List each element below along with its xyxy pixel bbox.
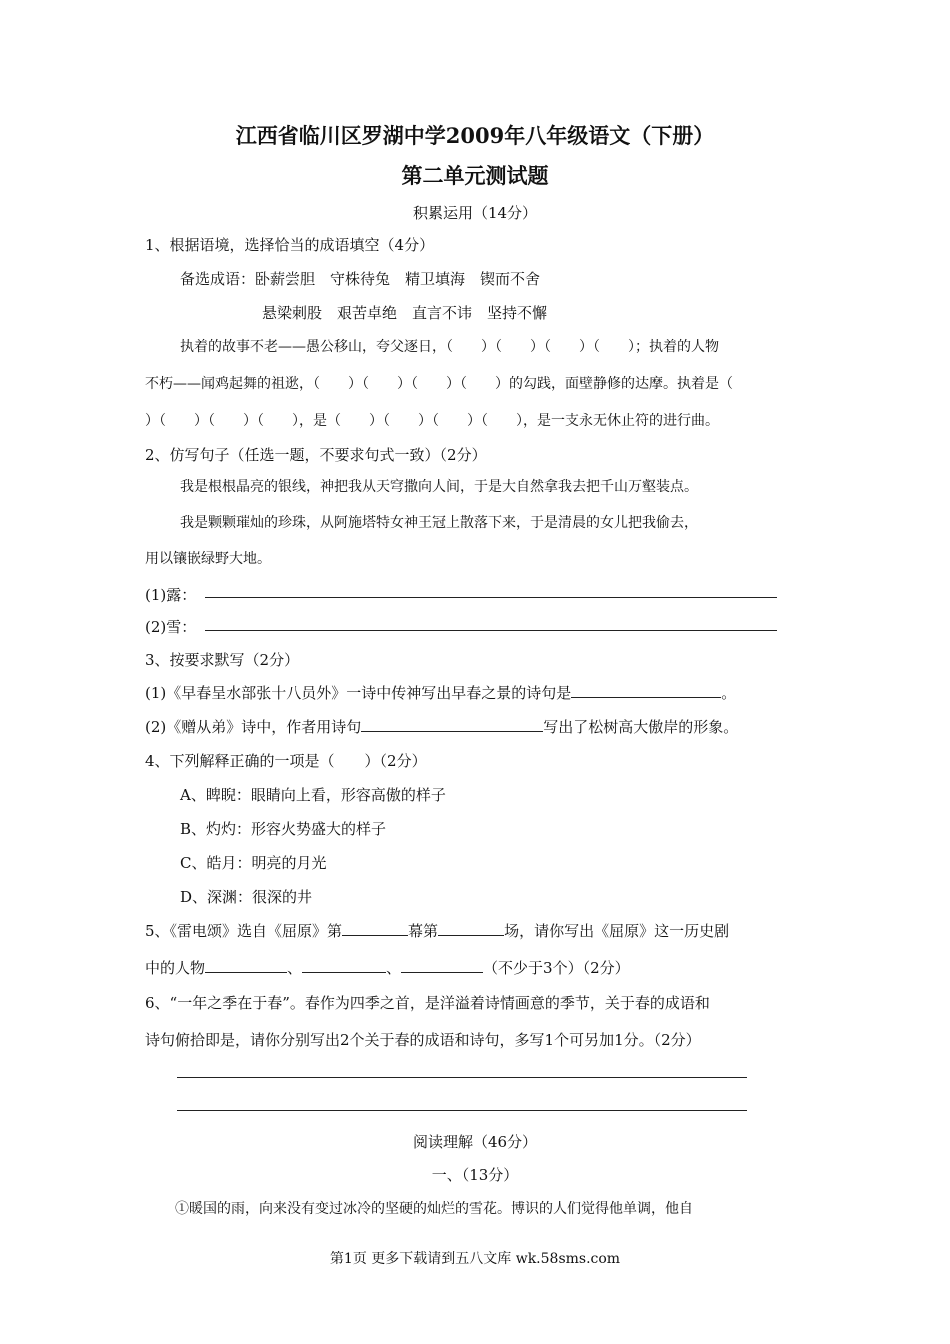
document-title: 江西省临川区罗湖中学2009年八年级语文（下册） — [235, 123, 715, 148]
question-5-separator-1: 、 — [287, 959, 303, 977]
question-5-text-e: （不少于3个）（2分） — [483, 959, 630, 977]
question-1-options-row2: 悬梁刺股 艰苦卓绝 直言不讳 坚持不懈 — [262, 304, 548, 322]
question-1-passage-line3: ）（ ）（ ）（ ），是（ ）（ ）（ ）（ ），是一支永无休止符的进行曲。 — [145, 413, 719, 429]
question-1-options-row1: 备选成语：卧薪尝胆 守株待兔 精卫填海 锲而不舍 — [180, 270, 541, 288]
document-subtitle: 第二单元测试题 — [401, 163, 549, 188]
question-2-prompt: 2、仿写句子（任选一题，不要求句式一致）（2分） — [145, 446, 487, 464]
question-4-option-a[interactable]: A、睥睨：眼睛向上看，形容高傲的样子 — [180, 786, 446, 804]
answer-blank-character-2[interactable] — [302, 958, 386, 973]
question-3-prompt: 3、按要求默写（2分） — [145, 651, 300, 669]
answer-line-dew[interactable] — [205, 597, 777, 598]
reading-passage-start: ①暖国的雨，向来没有变过冰冷的坚硬的灿烂的雪花。博识的人们觉得他单调，他自 — [175, 1201, 693, 1217]
question-3-item-1-text: (1)《早春呈水部张十八员外》一诗中传神写出早春之景的诗句是 — [145, 684, 572, 702]
question-3-item-2 — [145, 716, 738, 737]
question-3-item-2-text: (2)《赠从弟》诗中，作者用诗句 — [145, 718, 362, 736]
question-1-passage-line1: 执着的故事不老——愚公移山，夸父逐日，（ ）（ ）（ ）（ ）；执着的人物 — [180, 339, 719, 355]
question-4-option-d[interactable]: D、深渊：很深的井 — [180, 888, 313, 906]
question-1-passage-line2: 不朽——闻鸡起舞的祖逖，（ ）（ ）（ ）（ ）的勾践，面壁静修的达摩。执着是（ — [145, 376, 733, 392]
answer-blank-character-3[interactable] — [401, 958, 483, 973]
question-3-item-1 — [145, 682, 736, 703]
question-4-option-b[interactable]: B、灼灼：形容火势盛大的样子 — [180, 820, 387, 838]
question-2-sample-1: 我是根根晶亮的银线，神把我从天穹撒向人间，于是大自然拿我去把千山万壑装点。 — [180, 479, 698, 495]
question-5-text-a: 5、《雷电颂》选自《屈原》第 — [145, 922, 343, 940]
answer-blank-character-1[interactable] — [205, 958, 287, 973]
question-2-sample-2: 我是颗颗璀灿的珍珠，从阿施塔特女神王冠上散落下来，于是清晨的女儿把我偷去， — [180, 515, 698, 531]
answer-line-spring-1[interactable] — [177, 1077, 747, 1078]
answer-line-snow[interactable] — [205, 630, 777, 631]
page-footer: 第1页 更多下载请到五八文库 wk.58sms.com — [329, 1251, 621, 1267]
question-5-line-1 — [145, 920, 729, 941]
question-3-item-1-end: 。 — [721, 684, 737, 702]
section-heading-reading: 阅读理解（46分） — [412, 1133, 538, 1151]
question-5-line-2 — [145, 957, 630, 978]
reading-part-1-heading: 一、（13分） — [431, 1166, 519, 1184]
answer-blank-early-spring[interactable] — [571, 683, 721, 698]
answer-blank-act[interactable] — [342, 921, 408, 936]
question-2-sample-2-continued: 用以镶嵌绿野大地。 — [145, 551, 271, 567]
question-1-prompt: 1、根据语境，选择恰当的成语填空（4分） — [145, 236, 435, 254]
question-2-item-dew: (1)露： — [145, 586, 197, 604]
section-heading-accumulation: 积累运用（14分） — [412, 204, 538, 222]
question-6-line-1: 6、“一年之季在于春”。春作为四季之首，是洋溢着诗情画意的季节，关于春的成语和 — [145, 994, 710, 1012]
question-5-text-b: 幕第 — [408, 922, 439, 940]
question-5-text-c: 场，请你写出《屈原》这一历史剧 — [504, 922, 730, 940]
question-3-item-2-end: 写出了松树高大傲岸的形象。 — [543, 718, 739, 736]
question-2-item-snow: (2)雪： — [145, 618, 197, 636]
answer-blank-scene[interactable] — [438, 921, 504, 936]
question-6-line-2: 诗句俯拾即是，请你分别写出2个关于春的成语和诗句，多写1个可另加1分。（2分） — [145, 1031, 701, 1049]
question-4-prompt: 4、下列解释正确的一项是（ ）（2分） — [145, 752, 427, 770]
answer-blank-pine-poem[interactable] — [361, 717, 543, 732]
question-4-option-c[interactable]: C、皓月：明亮的月光 — [180, 854, 327, 872]
question-5-text-d: 中的人物 — [145, 959, 206, 977]
question-5-separator-2: 、 — [386, 959, 402, 977]
answer-line-spring-2[interactable] — [177, 1110, 747, 1111]
